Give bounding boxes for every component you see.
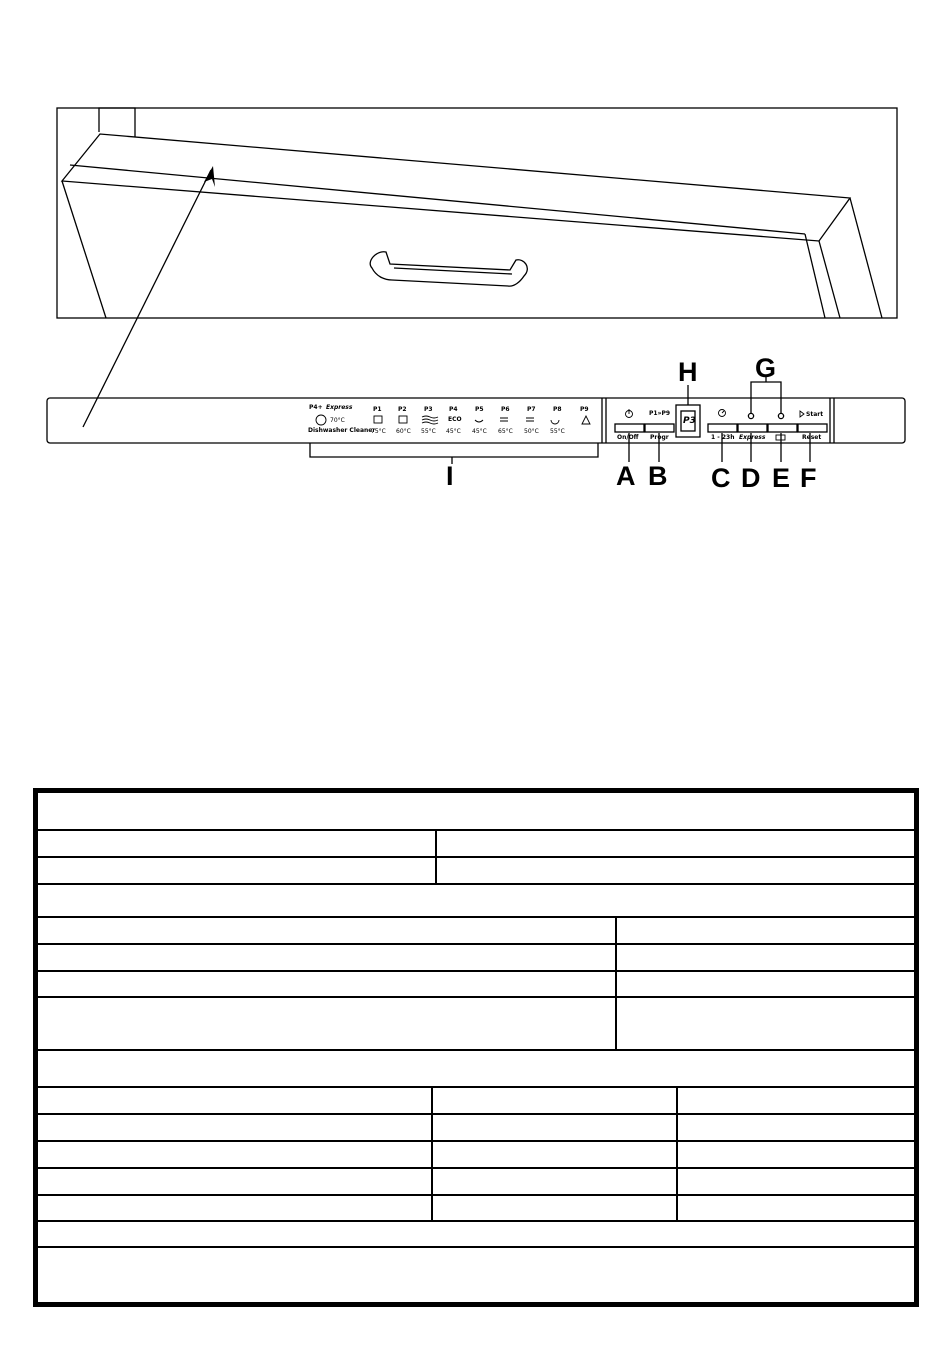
delay-caption: 1 - 23h bbox=[711, 434, 735, 441]
table-cell bbox=[615, 998, 914, 1051]
express-caption: Express bbox=[739, 434, 766, 441]
program-code: P7 bbox=[527, 406, 536, 413]
special-program-caption: Dishwasher Cleaner bbox=[308, 427, 376, 434]
table-row bbox=[38, 829, 914, 858]
door-top-surface bbox=[62, 134, 850, 241]
table-cell bbox=[676, 1169, 914, 1196]
table-cell bbox=[676, 1142, 914, 1169]
progr-top-caption: P1»P9 bbox=[649, 410, 671, 417]
table-row bbox=[38, 1246, 914, 1294]
specification-table bbox=[33, 788, 919, 1307]
table-row bbox=[38, 970, 914, 998]
table-row bbox=[38, 943, 914, 972]
progr-caption: Progr bbox=[650, 434, 669, 441]
table-row bbox=[38, 883, 914, 918]
callout-a: A bbox=[616, 461, 636, 491]
program-temp: 55°C bbox=[421, 428, 436, 435]
table-row bbox=[38, 996, 914, 1051]
callout-g: G bbox=[755, 353, 777, 383]
table-cell bbox=[615, 972, 914, 998]
express-button bbox=[738, 424, 767, 432]
table-row bbox=[38, 1194, 914, 1222]
program-temp: 45°C bbox=[446, 428, 461, 435]
special-program-code: P4+ bbox=[309, 404, 323, 411]
delay-button bbox=[708, 424, 737, 432]
door-frame bbox=[57, 108, 897, 318]
door-handle bbox=[370, 252, 527, 286]
progr-button bbox=[645, 424, 674, 432]
dishwasher-drawing bbox=[0, 0, 950, 520]
program-temp: 50°C bbox=[524, 428, 539, 435]
onoff-caption: On/Off bbox=[617, 434, 639, 441]
pointer-arrow bbox=[83, 170, 211, 427]
program-code: P2 bbox=[398, 406, 407, 413]
table-row bbox=[38, 1049, 914, 1088]
program-temp: 65°C bbox=[498, 428, 513, 435]
program-temp: 75°C bbox=[371, 428, 386, 435]
callout-d: D bbox=[741, 463, 761, 493]
callout-i: I bbox=[446, 461, 454, 491]
table-cell bbox=[676, 1196, 914, 1222]
program-code: P9 bbox=[580, 406, 589, 413]
callout-c: C bbox=[711, 463, 731, 493]
program-code: P8 bbox=[553, 406, 562, 413]
program-code: P3 bbox=[424, 406, 433, 413]
display-digits: P3 bbox=[683, 416, 696, 426]
table-row bbox=[38, 916, 914, 945]
program-code: P1 bbox=[373, 406, 382, 413]
callout-f: F bbox=[800, 463, 817, 493]
start-button bbox=[798, 424, 827, 432]
half-load-button bbox=[768, 424, 797, 432]
table-cell bbox=[676, 1115, 914, 1142]
table-row bbox=[38, 1167, 914, 1196]
special-program-temp: 70°C bbox=[330, 417, 345, 424]
eco-label: ECO bbox=[448, 416, 462, 423]
program-temp: 60°C bbox=[396, 428, 411, 435]
bracket-i bbox=[310, 443, 598, 457]
program-temp: 45°C bbox=[472, 428, 487, 435]
callout-e: E bbox=[772, 463, 791, 493]
table-cell bbox=[615, 945, 914, 972]
table-row bbox=[38, 793, 914, 829]
led-express bbox=[748, 413, 753, 418]
table-cell bbox=[615, 918, 914, 945]
callout-b: B bbox=[648, 461, 668, 491]
table-cell bbox=[435, 831, 914, 858]
program-code: P5 bbox=[475, 406, 484, 413]
led-half-load bbox=[778, 413, 783, 418]
program-code: P4 bbox=[449, 406, 458, 413]
table-row bbox=[38, 856, 914, 885]
start-caption: Start bbox=[806, 411, 824, 418]
program-code: P6 bbox=[501, 406, 510, 413]
arrowhead bbox=[204, 166, 215, 187]
onoff-button bbox=[615, 424, 644, 432]
special-program-express: Express bbox=[326, 404, 353, 411]
table-cell bbox=[676, 1088, 914, 1115]
table-row bbox=[38, 1220, 914, 1248]
door-corner-block bbox=[99, 108, 135, 137]
program-temp: 55°C bbox=[550, 428, 565, 435]
table-row bbox=[38, 1113, 914, 1142]
callout-h: H bbox=[678, 357, 698, 387]
table-row bbox=[38, 1140, 914, 1169]
table-cell bbox=[435, 858, 914, 885]
table-row bbox=[38, 1086, 914, 1115]
reset-caption: Reset bbox=[802, 434, 822, 441]
